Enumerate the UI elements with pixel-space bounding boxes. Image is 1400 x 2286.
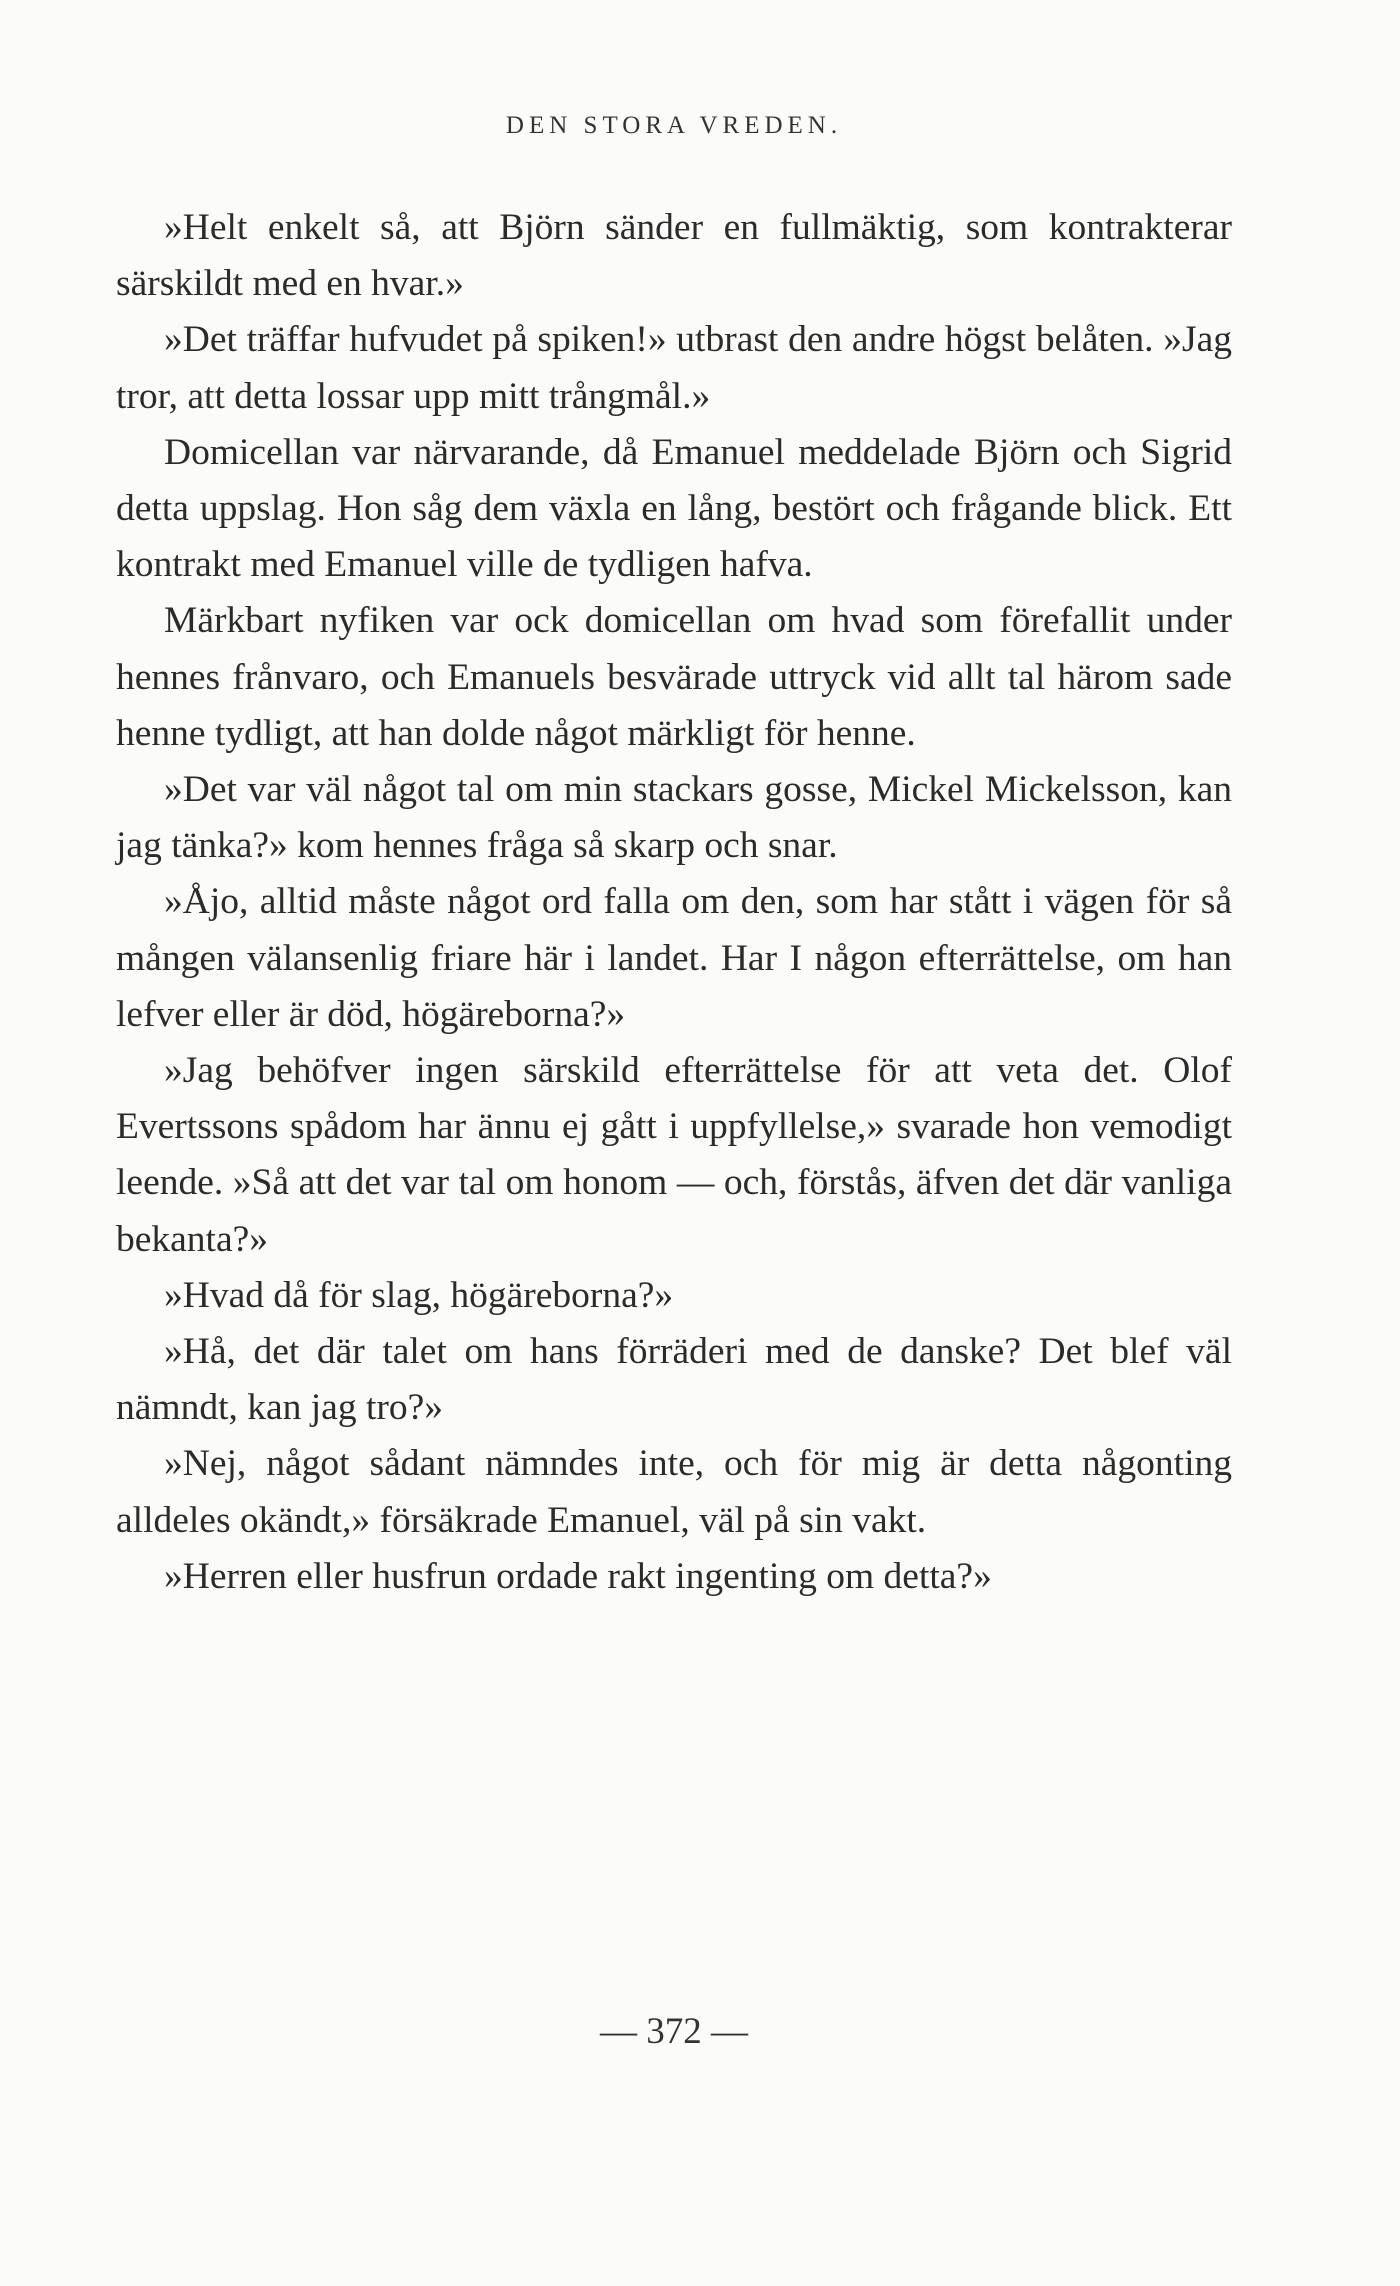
paragraph: »Herren eller husfrun ordade rakt ingenting om detta?»: [164, 1555, 992, 1597]
paragraph: »Det var väl något tal om min stackars gosse, Mickel Mickelsson, kan jag tänka?» kom hennes fråga så skarp och snar.: [116, 769, 1232, 867]
book-page: [116, 0, 1232, 2286]
paragraph: »Åjo, alltid måste något ord falla om den, som har stått i vägen för så mången välansenlig friare här i landet. Har I någon efterrättelse, om han lefver eller är död, högäreborna?»: [116, 881, 1232, 1035]
running-head: DEN STORA VREDEN.: [505, 112, 843, 139]
paragraph: »Jag behöfver ingen särskild efterrättelse för att veta det. Olof Evertssons spådom har ännu ej gått i uppfyllelse,» svarade hon vemodigt leende. »Så att det var tal om honom — och, förstås, äfven det där vanliga bekanta?»: [116, 1050, 1232, 1260]
paragraph: »Det träffar hufvudet på spiken!» utbrast den andre högst belåten. »Jag tror, att detta lossar upp mitt trångmål.»: [116, 319, 1232, 417]
paragraph: Märkbart nyfiken var ock domicellan om hvad som förefallit under hennes frånvaro, och Emanuels besvärade uttryck vid allt tal härom sade henne tydligt, att han dolde något märkligt för henne.: [116, 600, 1232, 754]
page-number: — 372 —: [600, 2011, 748, 2052]
paragraph: »Hvad då för slag, högäreborna?»: [164, 1274, 674, 1316]
paragraph: »Helt enkelt så, att Björn sänder en fullmäktig, som kontrakterar särskildt med en hvar.»: [116, 207, 1232, 305]
body-text: [116, 200, 1232, 1605]
paragraph: Domicellan var närvarande, då Emanuel meddelade Björn och Sigrid detta uppslag. Hon såg dem växla en lång, bestört och frågande blick. Ett kontrakt med Emanuel ville de tydligen hafva.: [116, 431, 1232, 586]
paragraph: »Nej, något sådant nämndes inte, och för mig är detta någonting alldeles okändt,» försäkrade Emanuel, väl på sin vakt.: [116, 1443, 1232, 1541]
paragraph: »Hå, det där talet om hans förräderi med de danske? Det blef väl nämndt, kan jag tro?»: [116, 1331, 1232, 1429]
